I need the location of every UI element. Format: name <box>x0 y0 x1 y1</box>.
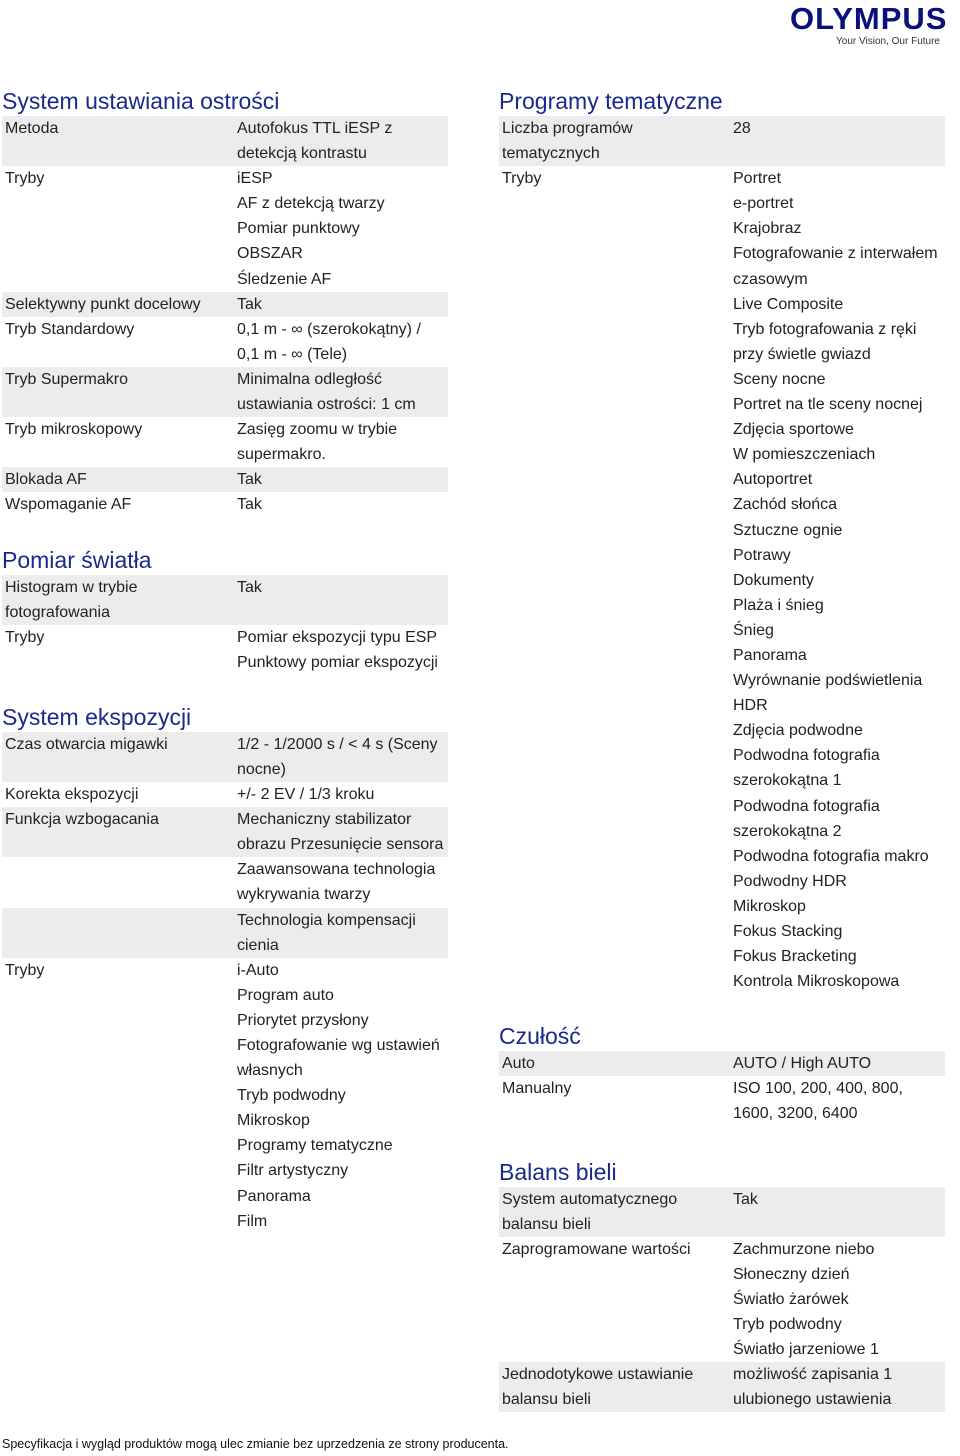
spec-value-line: Mechaniczny stabilizator <box>237 811 412 829</box>
spec-value-line: Program auto <box>237 986 334 1004</box>
spec-value-line: Panorama <box>237 1187 311 1205</box>
section-system-ustawiania-ostrosci <box>2 86 448 518</box>
spec-value-line: AF z detekcją twarzy <box>237 195 385 213</box>
section-gap <box>2 675 448 702</box>
left-column <box>2 86 448 1234</box>
spec-row <box>2 625 448 675</box>
spec-label-line: Tryb Supermakro <box>5 370 128 388</box>
spec-value <box>237 732 448 782</box>
spec-row <box>2 782 448 807</box>
spec-label-line: Histogram w trybie <box>5 578 138 596</box>
spec-value <box>237 417 448 467</box>
spec-value-line: 1/2 - 1/2000 s / < 4 s (Sceny <box>237 735 438 753</box>
spec-label-line: Tryb Standardowy <box>5 320 135 338</box>
spec-value-line: czasowym <box>733 270 808 288</box>
spec-value-line: Mikroskop <box>733 897 806 915</box>
spec-value-line: Tryb podwodny <box>733 1316 842 1334</box>
spec-value <box>237 492 448 517</box>
spec-row <box>499 1237 945 1362</box>
spec-value-line: ISO 100, 200, 400, 800, <box>733 1080 903 1098</box>
spec-value-line: Podwodna fotografia <box>733 747 880 765</box>
spec-value <box>733 116 945 166</box>
spec-label <box>499 1362 733 1412</box>
spec-value-line: Plaża i śnieg <box>733 596 824 614</box>
spec-row <box>2 958 448 1234</box>
spec-row <box>2 908 448 958</box>
spec-label <box>2 467 237 492</box>
spec-value-line: Sztuczne ognie <box>733 521 843 539</box>
spec-value-line: Filtr artystyczny <box>237 1162 349 1180</box>
spec-value-line: Technologia kompensacji <box>237 911 416 929</box>
spec-label-line: Jednodotykowe ustawianie <box>502 1366 694 1384</box>
spec-value-line: Tak <box>237 295 262 313</box>
spec-value-line: ulubionego ustawienia <box>733 1391 892 1409</box>
spec-label-line: Tryby <box>502 170 542 188</box>
spec-value-line: Tak <box>237 496 262 514</box>
spec-value-line: Programy tematyczne <box>237 1137 393 1155</box>
spec-value-line: Światło żarówek <box>733 1290 849 1308</box>
section-title: Balans bieli <box>499 1158 617 1185</box>
spec-value <box>237 467 448 492</box>
spec-value-line: Punktowy pomiar ekspozycji <box>237 653 438 671</box>
spec-label-line: Wspomaganie AF <box>5 496 132 514</box>
spec-value <box>733 1362 945 1412</box>
section-title: Czułość <box>499 1023 581 1050</box>
section-title: Pomiar światła <box>2 546 152 573</box>
section-title: System ekspozycji <box>2 703 192 730</box>
spec-row <box>499 116 945 166</box>
spec-label <box>2 807 237 857</box>
spec-value-line: Dokumenty <box>733 571 814 589</box>
spec-label <box>499 1237 733 1362</box>
spec-value-line: Sceny nocne <box>733 370 826 388</box>
spec-label <box>499 1076 733 1126</box>
spec-value-line: Zasięg zoomu w trybie <box>237 421 398 439</box>
spec-label-line: tematycznych <box>502 145 600 163</box>
spec-value-line: nocne) <box>237 760 286 778</box>
spec-row <box>2 417 448 467</box>
spec-value-line: Tak <box>733 1190 758 1208</box>
spec-value-line: iESP <box>237 170 273 188</box>
spec-label-line: Auto <box>502 1055 535 1073</box>
spec-value-line: wykrywania twarzy <box>237 886 371 904</box>
spec-value-line: Fotografowanie wg ustawień <box>237 1037 440 1054</box>
spec-value <box>237 292 448 317</box>
spec-value-line: Potrawy <box>733 546 791 564</box>
spec-value-line: Fokus Bracketing <box>733 948 857 966</box>
spec-value-line: i-Auto <box>237 961 279 979</box>
spec-value-line: Autoportret <box>733 471 813 489</box>
spec-value-line: Śnieg <box>733 621 774 639</box>
spec-value-line: Tak <box>237 578 262 596</box>
spec-table <box>499 1051 945 1126</box>
spec-label <box>2 116 237 166</box>
section-system-ekspozycji <box>2 702 448 1234</box>
spec-label-line: System automatycznego <box>502 1190 678 1208</box>
spec-value-line: Minimalna odległość <box>237 370 382 388</box>
spec-value <box>733 1051 945 1076</box>
spec-value <box>237 625 448 675</box>
spec-value-line: Mikroskop <box>237 1112 310 1130</box>
spec-value-line: Zaawansowana technologia <box>237 861 436 879</box>
spec-value-line: cienia <box>237 936 279 954</box>
section-gap <box>2 518 448 545</box>
spec-value <box>237 908 448 958</box>
section-czulosc <box>499 1021 945 1126</box>
spec-row <box>499 1187 945 1237</box>
spec-value-line: Podwodna fotografia <box>733 797 880 815</box>
spec-value-line: Słoneczny dzień <box>733 1265 850 1283</box>
spec-label <box>2 908 237 958</box>
spec-value-line: e-portret <box>733 195 794 213</box>
spec-table <box>499 116 945 994</box>
section-balans-bieli <box>499 1157 945 1413</box>
spec-label <box>2 367 237 417</box>
spec-label <box>499 1187 733 1237</box>
spec-label <box>2 857 237 907</box>
spec-value-line: 28 <box>733 120 751 137</box>
spec-label <box>2 575 237 625</box>
spec-label-line: Tryby <box>5 628 45 646</box>
spec-label <box>499 166 733 994</box>
spec-value <box>237 367 448 417</box>
spec-label <box>2 958 237 1234</box>
spec-value-line: Pomiar ekspozycji typu ESP <box>237 628 438 646</box>
section-title: System ustawiania ostrości <box>2 88 280 114</box>
spec-row <box>499 1051 945 1076</box>
spec-value <box>237 575 448 625</box>
spec-label-line: Zaprogramowane wartości <box>502 1240 691 1258</box>
spec-label <box>2 782 237 807</box>
spec-label <box>499 1051 733 1076</box>
spec-label-line: Liczba programów <box>502 120 633 137</box>
spec-row <box>2 367 448 417</box>
spec-label <box>2 166 237 291</box>
spec-value <box>733 166 945 994</box>
spec-label <box>2 492 237 517</box>
spec-value-line: OBSZAR <box>237 245 303 263</box>
brand-tagline: Your Vision, Our Future <box>836 36 940 47</box>
spec-row <box>2 732 448 782</box>
spec-value-line: HDR <box>733 697 768 715</box>
spec-row <box>2 317 448 367</box>
spec-label-line: balansu bieli <box>502 1215 591 1233</box>
spec-label <box>2 417 237 467</box>
spec-value-line: Krajobraz <box>733 220 802 238</box>
spec-value-line: detekcją kontrastu <box>237 145 367 163</box>
spec-value-line: obrazu Przesunięcie sensora <box>237 836 444 854</box>
spec-value-line: Zachmurzone niebo <box>733 1240 875 1258</box>
spec-value-line: Zdjęcia sportowe <box>733 421 854 439</box>
spec-value-line: Tryb podwodny <box>237 1087 346 1105</box>
spec-value-line: Priorytet przysłony <box>237 1011 369 1029</box>
spec-label-line: Manualny <box>502 1080 572 1098</box>
spec-value <box>237 116 448 166</box>
spec-value-line: Live Composite <box>733 295 844 313</box>
spec-value <box>237 958 448 1234</box>
spec-value-line: Śledzenie AF <box>237 270 332 288</box>
spec-row <box>2 467 448 492</box>
spec-label-line: balansu bieli <box>502 1391 591 1409</box>
right-column <box>499 86 945 1412</box>
spec-row <box>2 807 448 857</box>
spec-value <box>733 1237 945 1362</box>
spec-value-line: Portret <box>733 170 782 188</box>
spec-value-line: Portret na tle sceny nocnej <box>733 396 923 414</box>
spec-value-line: 0,1 m - ∞ (szerokokątny) / <box>237 320 421 338</box>
spec-value <box>733 1076 945 1126</box>
spec-value-line: Fotografowanie z interwałem <box>733 245 938 263</box>
spec-value-line: ustawiania ostrości: 1 cm <box>237 396 416 414</box>
spec-label-line: Tryb mikroskopowy <box>5 421 143 439</box>
spec-value-line: Tak <box>237 471 262 489</box>
section-gap <box>499 1127 945 1157</box>
spec-value-line: własnych <box>237 1062 303 1080</box>
spec-value <box>237 857 448 907</box>
spec-label-line: fotografowania <box>5 603 110 621</box>
spec-value <box>237 782 448 807</box>
spec-label-line: Czas otwarcia migawki <box>5 735 168 753</box>
spec-label-line: Metoda <box>5 120 59 137</box>
spec-label <box>2 292 237 317</box>
spec-label-line: Tryby <box>5 961 45 979</box>
spec-value-line: szerokokątna 1 <box>733 772 842 790</box>
spec-label <box>2 732 237 782</box>
spec-value-line: Film <box>237 1212 268 1230</box>
section-gap <box>499 994 945 1021</box>
spec-row <box>2 492 448 517</box>
spec-value-line: Podwodna fotografia makro <box>733 847 929 865</box>
spec-value-line: Światło jarzeniowe 1 <box>733 1341 879 1359</box>
olympus-logo <box>790 2 958 52</box>
footer-disclaimer: Specyfikacja i wygląd produktów mogą ulec zmianie bez uprzedzenia ze strony producenta. <box>2 1437 509 1451</box>
section-title: Programy tematyczne <box>499 88 723 114</box>
spec-row <box>499 166 945 994</box>
spec-value-line: Zachód słońca <box>733 496 838 514</box>
spec-row <box>2 292 448 317</box>
spec-label-line: Funkcja wzbogacania <box>5 811 159 829</box>
spec-value-line: 1600, 3200, 6400 <box>733 1105 858 1123</box>
spec-value-line: supermakro. <box>237 446 326 464</box>
spec-label-line <box>5 857 237 882</box>
spec-row <box>499 1076 945 1126</box>
section-programy-tematyczne <box>499 86 945 994</box>
spec-value-line: 0,1 m - ∞ (Tele) <box>237 345 348 363</box>
spec-value <box>733 1187 945 1237</box>
spec-table <box>2 575 448 675</box>
spec-label-line <box>5 908 237 933</box>
spec-value-line: Pomiar punktowy <box>237 220 360 238</box>
spec-row <box>2 857 448 907</box>
spec-table <box>2 116 448 518</box>
spec-value <box>237 317 448 367</box>
spec-label-line: Selektywny punkt docelowy <box>5 295 201 313</box>
spec-value-line: Fokus Stacking <box>733 923 843 940</box>
spec-label <box>2 317 237 367</box>
spec-value-line: Kontrola Mikroskopowa <box>733 973 900 991</box>
spec-row <box>499 1362 945 1412</box>
spec-value-line: Wyrównanie podświetlenia <box>733 672 923 690</box>
spec-value <box>237 166 448 291</box>
spec-label-line: Blokada AF <box>5 471 87 489</box>
spec-value-line: AUTO / High AUTO <box>733 1055 872 1073</box>
spec-label <box>2 625 237 675</box>
spec-value-line: Panorama <box>733 646 807 664</box>
spec-value-line: możliwość zapisania 1 <box>733 1366 893 1384</box>
spec-label-line: Korekta ekspozycji <box>5 786 139 804</box>
spec-value-line: Podwodny HDR <box>733 872 847 890</box>
spec-value-line: Autofokus TTL iESP z <box>237 120 393 137</box>
spec-value-line: przy świetle gwiazd <box>733 345 871 363</box>
spec-value-line: W pomieszczeniach <box>733 446 876 464</box>
section-pomiar-swiatla <box>2 545 448 675</box>
spec-value-line: +/- 2 EV / 1/3 kroku <box>237 786 375 804</box>
spec-label <box>499 116 733 166</box>
spec-row <box>2 575 448 625</box>
spec-row <box>2 166 448 291</box>
spec-value-line: Tryb fotografowania z ręki <box>733 320 917 338</box>
spec-table <box>2 732 448 1234</box>
spec-value-line: szerokokątna 2 <box>733 822 842 840</box>
spec-row <box>2 116 448 166</box>
spec-value-line: Zdjęcia podwodne <box>733 722 863 740</box>
spec-value <box>237 807 448 857</box>
brand-name: OLYMPUS <box>790 1 948 36</box>
spec-label-line: Tryby <box>5 170 45 188</box>
spec-table <box>499 1187 945 1413</box>
